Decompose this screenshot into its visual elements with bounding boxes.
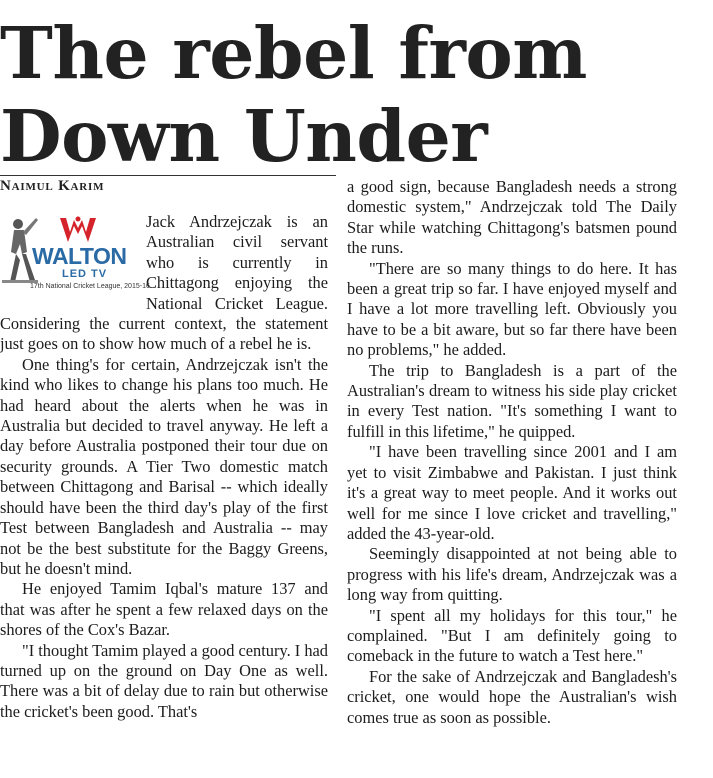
paragraph: "There are so many things to do here. It has been a great trip so far. I have enjoyed myself and I have a lot more travelling left. Obviously you have to be a bit aware, but so far there have been no problems," he added.	[347, 258, 677, 360]
headline	[0, 12, 587, 178]
article-column-1	[0, 212, 328, 722]
byline-rule	[0, 175, 336, 176]
paragraph: "I spent all my holidays for this tour," he complained. "But I am definitely going to comeback in the future to watch a Test here."	[347, 605, 677, 666]
paragraph: "I thought Tamim played a good century. I had turned up on the ground on Day One as well. There was a bit of delay due to rain but otherwise the cricket's been good. That's	[0, 640, 328, 721]
sponsor-logo	[0, 214, 150, 298]
brand-league: 17th National Cricket League, 2015-16	[30, 283, 150, 290]
walton-w-icon	[58, 216, 98, 244]
paragraph: a good sign, because Bangladesh needs a strong domestic system," Andrzejczak told The Daily Star while watching Chittagong's batsmen pound the runs.	[347, 177, 677, 258]
paragraph: Jack Andrzejczak is an Australian civil servant who is currently in Chittagong enjoying the National Cricket League. Considering the current context, the statement just goes on to show how much of a rebel he is.	[0, 212, 328, 354]
paragraph: The trip to Bangladesh is a part of the Australian's dream to witness his side play cricket in every Test nation. "It's something I want to fulfill in this lifetime," he quipped.	[347, 360, 677, 441]
paragraph: For the sake of Andrzejczak and Bangladesh's cricket, one would hope the Australian's wish comes true as soon as possible.	[347, 666, 677, 727]
paragraph: One thing's for certain, Andrzejczak isn't the kind who likes to change his plans too much. He had heard about the alerts when he was in Australia but decided to travel anyway. He left a day before Australia postponed their tour due on security grounds. A Tier Two domestic match between Chittagong and Barisal -- which ideally should have been the third day's play of the first Test between Bangladesh and Australia -- may not be the best substitute for the Baggy Greens, but he doesn't mind.	[0, 354, 328, 578]
headline-line-2: Down Under	[0, 94, 488, 178]
brand-name: WALTON	[32, 243, 127, 269]
paragraph: Seemingly disappointed at not being able to progress with his life's dream, Andrzejczak was a long way from quitting.	[347, 544, 677, 605]
paragraph: He enjoyed Tamim Iqbal's mature 137 and that was after he spent a few relaxed days on the shores of the Cox's Bazar.	[0, 579, 328, 640]
byline: Naimul Karim	[0, 178, 105, 194]
brand-sub: LED TV	[62, 268, 108, 280]
article-column-2	[347, 177, 677, 728]
headline-line-1: The rebel from	[0, 11, 587, 95]
paragraph: "I have been travelling since 2001 and I am yet to visit Zimbabwe and Pakistan. I just think it's a great way to meet people. And it works out well for me since I love cricket and travelling," added the 43-year-old.	[347, 442, 677, 543]
